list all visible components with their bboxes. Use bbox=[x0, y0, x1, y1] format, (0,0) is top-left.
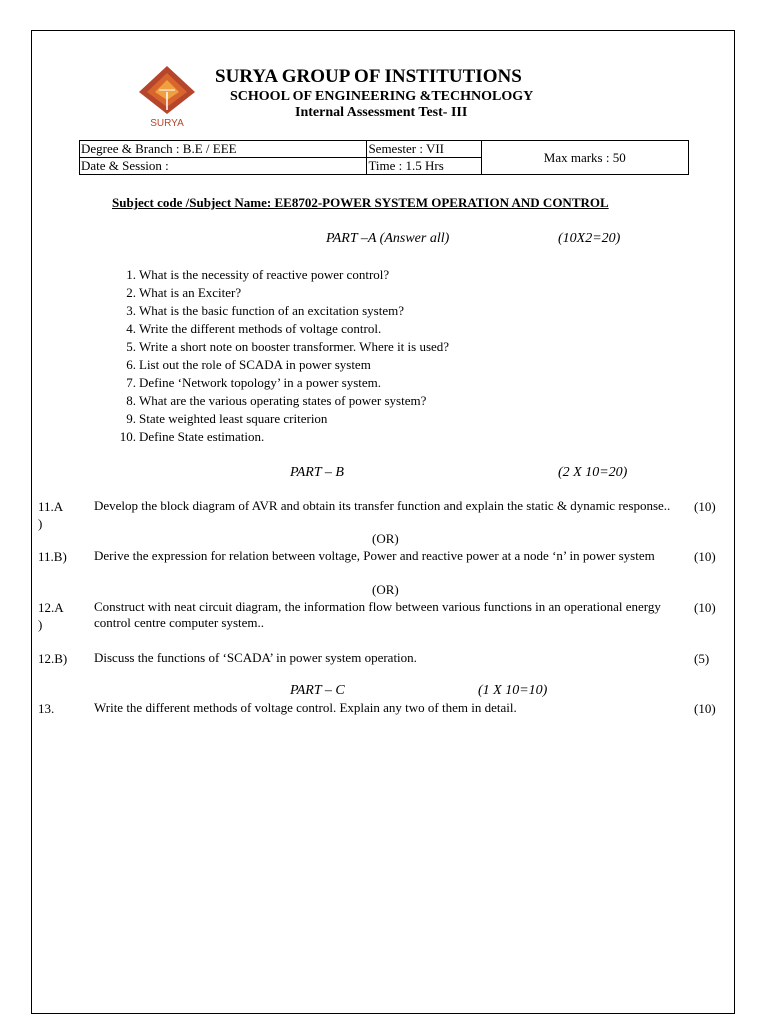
question-text: What are the various operating states of power system? bbox=[139, 393, 427, 408]
degree-branch: Degree & Branch : B.E / EEE bbox=[80, 141, 367, 158]
question-number: 5. bbox=[126, 339, 136, 354]
max-marks: Max marks : 50 bbox=[481, 141, 689, 175]
part-c-marks: (1 X 10=10) bbox=[478, 683, 548, 698]
question-number: 1. bbox=[126, 267, 136, 282]
question-text: What is an Exciter? bbox=[139, 285, 242, 300]
part-b-marks: (2 X 10=20) bbox=[558, 465, 628, 480]
question-text: What is the basic function of an excitation system? bbox=[139, 303, 404, 318]
question-text: Define State estimation. bbox=[139, 429, 265, 444]
question-marks: (10) bbox=[694, 549, 716, 564]
question-number: 11.A ) bbox=[38, 499, 64, 531]
question-number: 12.B) bbox=[38, 651, 68, 666]
date-session: Date & Session : bbox=[80, 158, 367, 175]
part-a-title: PART –A (Answer all) bbox=[326, 231, 450, 246]
surya-logo bbox=[137, 64, 197, 129]
or-separator: (OR) bbox=[372, 582, 399, 597]
question-text: Develop the block diagram of AVR and obtain its transfer function and explain the static & dynamic response.. bbox=[94, 498, 671, 513]
question-text: Construct with neat circuit diagram, the information flow between various functions in an operational energy control centre computer system.. bbox=[94, 599, 661, 630]
question-marks: (10) bbox=[694, 499, 716, 514]
question-number: 6. bbox=[126, 357, 136, 372]
subject-line: Subject code /Subject Name: EE8702-POWER SYSTEM OPERATION AND CONTROL bbox=[112, 195, 609, 210]
question-text: Discuss the functions of ‘SCADA’ in power system operation. bbox=[94, 650, 417, 665]
test-title: Internal Assessment Test- III bbox=[295, 105, 468, 120]
question-number: 3. bbox=[126, 303, 136, 318]
part-b-title: PART – B bbox=[290, 465, 344, 480]
question-number: 4. bbox=[126, 321, 136, 336]
school-name: SCHOOL OF ENGINEERING &TECHNOLOGY bbox=[230, 89, 534, 104]
question-marks: (10) bbox=[694, 701, 716, 716]
question-text: List out the role of SCADA in power system bbox=[139, 357, 371, 372]
question-text: Write the different methods of voltage control. Explain any two of them in detail. bbox=[94, 700, 517, 715]
question-number: 9. bbox=[126, 411, 136, 426]
question-text: Write the different methods of voltage control. bbox=[139, 321, 382, 336]
question-text: Write a short note on booster transformer. Where it is used? bbox=[139, 339, 450, 354]
part-a-marks: (10X2=20) bbox=[558, 231, 621, 246]
question-number: 7. bbox=[126, 375, 136, 390]
question-number: 13. bbox=[38, 701, 55, 716]
question-text: State weighted least square criterion bbox=[139, 411, 328, 426]
page-border bbox=[31, 30, 735, 1014]
question-number: 2. bbox=[126, 285, 136, 300]
question-text: What is the necessity of reactive power control? bbox=[139, 267, 390, 282]
question-number: 12.A ) bbox=[38, 600, 64, 632]
institution-name: SURYA GROUP OF INSTITUTIONS bbox=[215, 66, 522, 87]
question-text: Derive the expression for relation between voltage, Power and reactive power at a node ‘n’ in power system bbox=[94, 548, 655, 563]
question-number: 11.B) bbox=[38, 549, 67, 564]
part-c-title: PART – C bbox=[290, 683, 345, 698]
logo-text: SURYA bbox=[150, 118, 184, 129]
question-text: Define ‘Network topology’ in a power system. bbox=[139, 375, 382, 390]
semester: Semester : VII bbox=[367, 141, 481, 158]
question-number: 8. bbox=[126, 393, 136, 408]
or-separator: (OR) bbox=[372, 531, 399, 546]
info-table bbox=[79, 140, 689, 175]
question-number: 10. bbox=[119, 429, 136, 444]
question-marks: (10) bbox=[694, 600, 716, 615]
time: Time : 1.5 Hrs bbox=[367, 158, 481, 175]
question-marks: (5) bbox=[694, 651, 710, 666]
